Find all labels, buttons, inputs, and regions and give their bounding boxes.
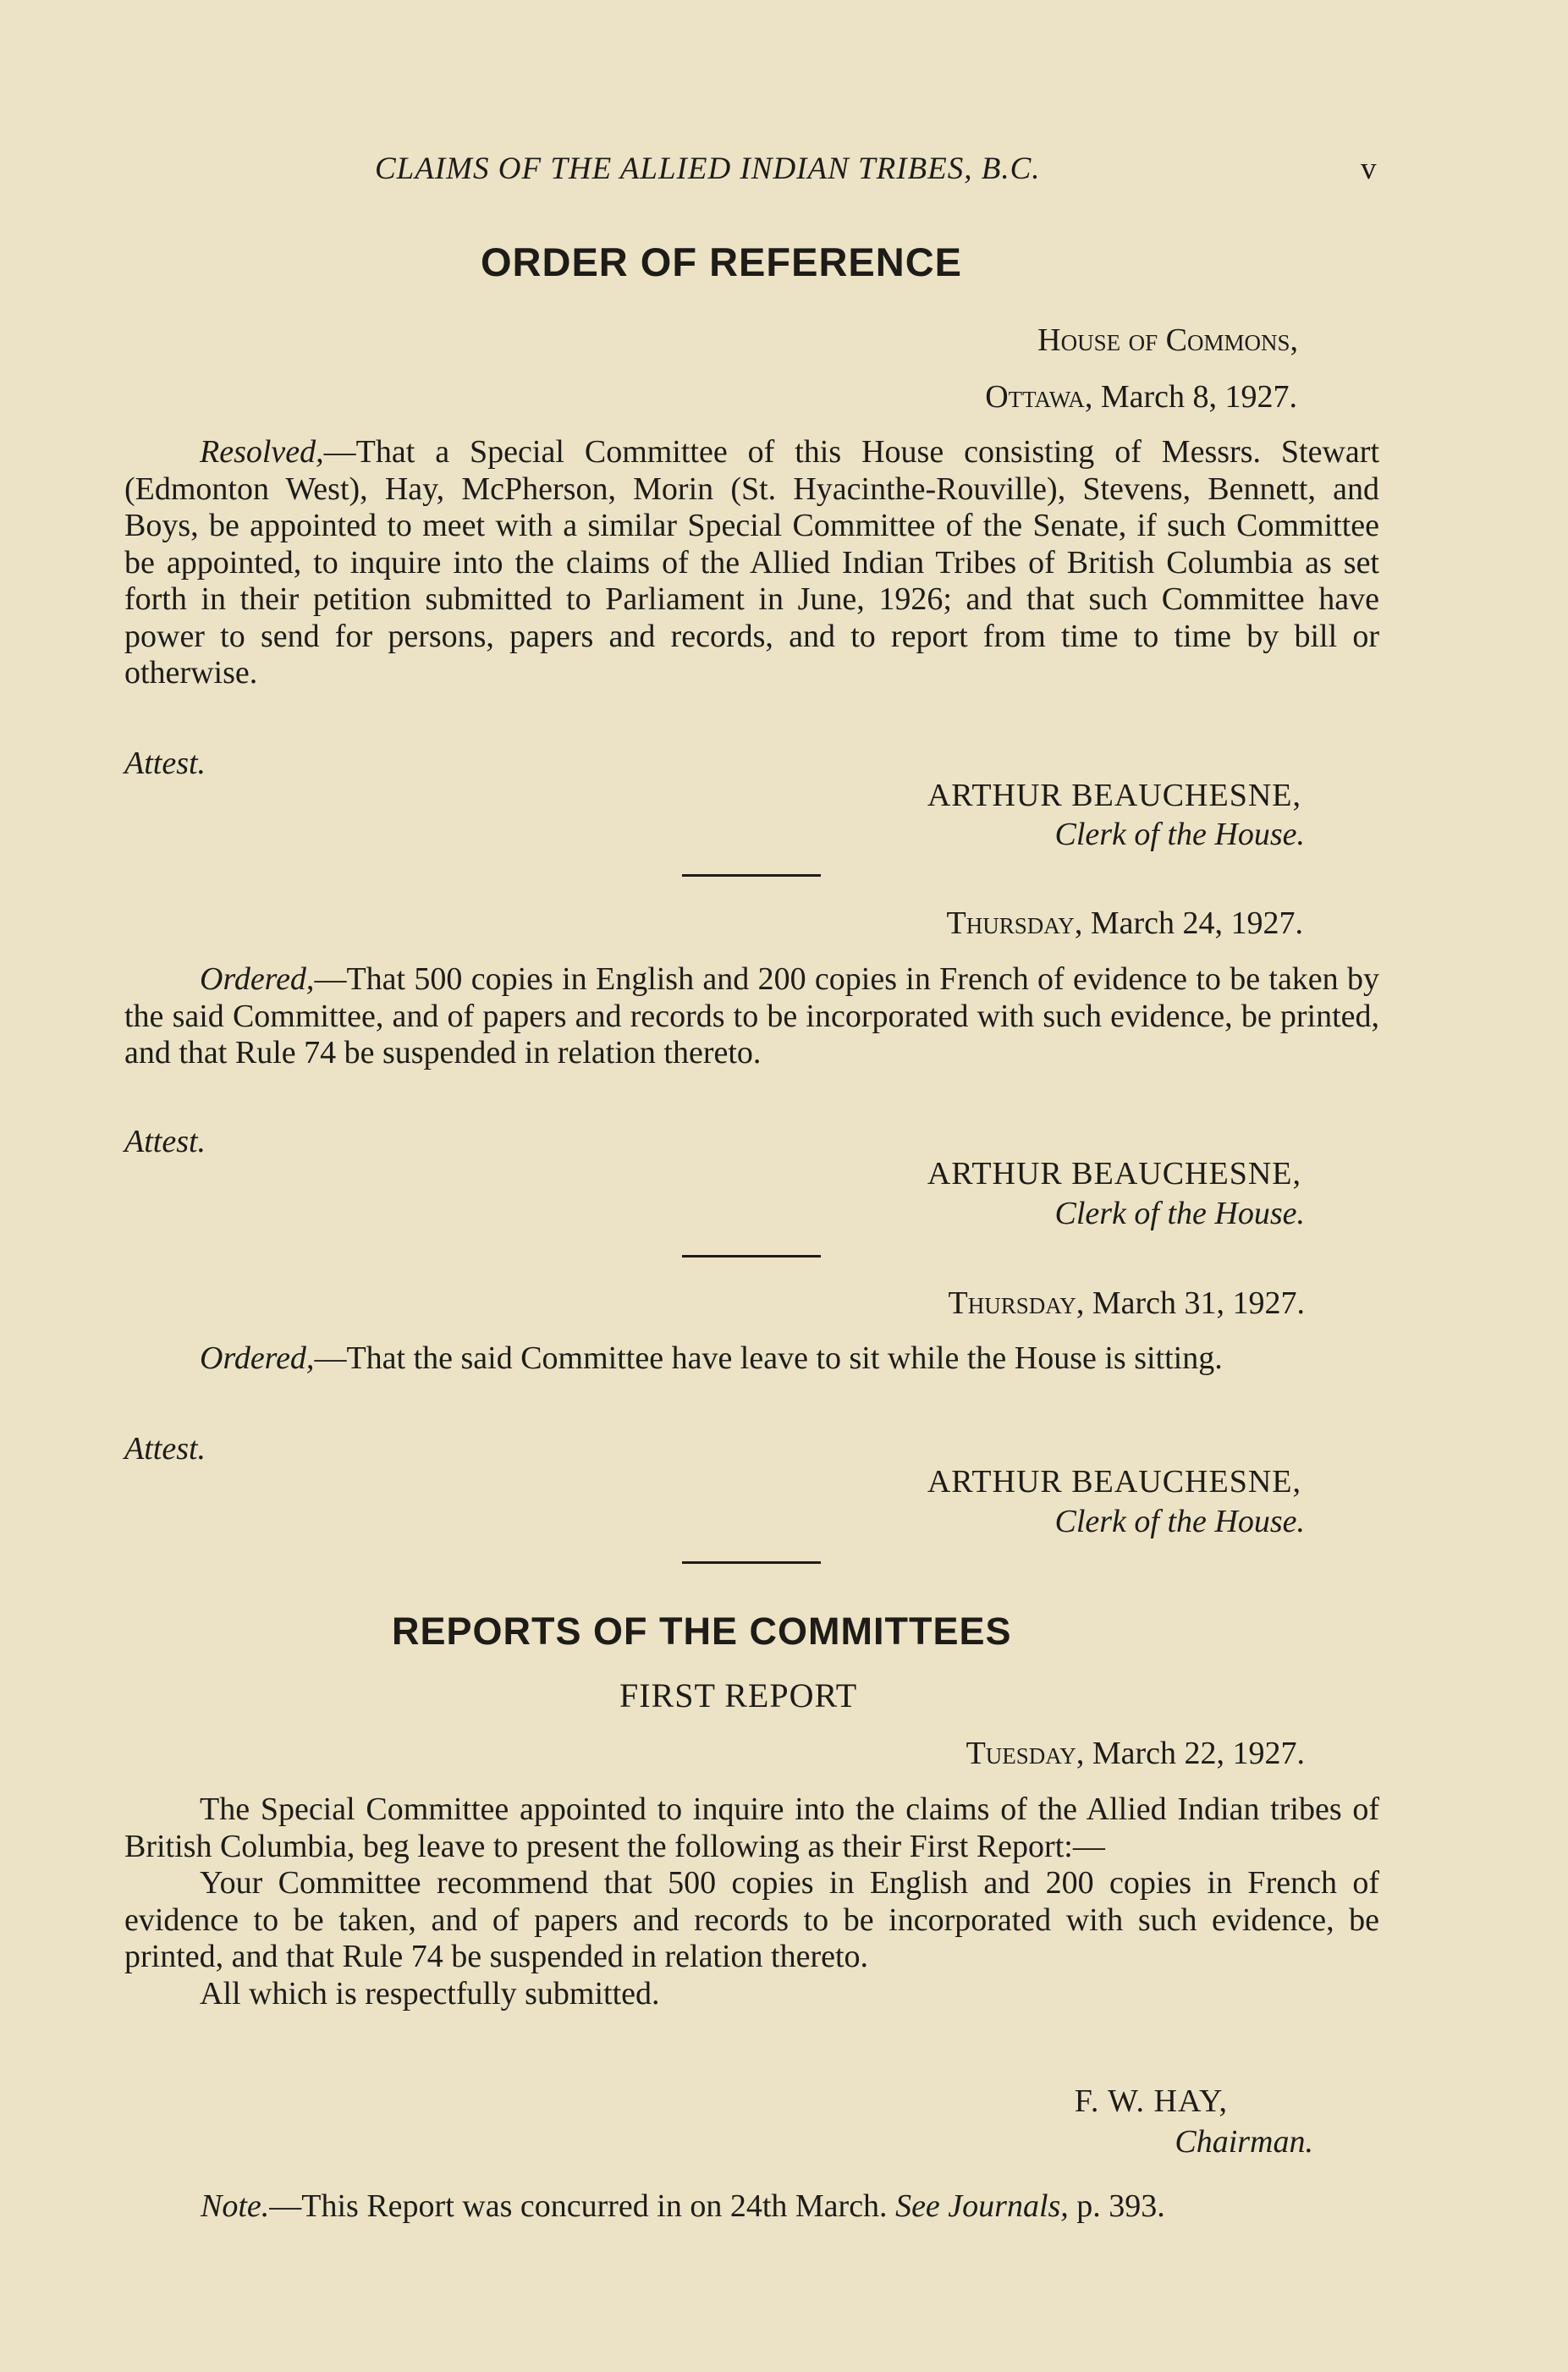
signer-name-3: ARTHUR BEAUCHESNE,: [927, 1464, 1301, 1500]
date-march-8: March 8, 1927.: [1100, 379, 1297, 415]
day-tuesday: Tuesday: [966, 1736, 1076, 1771]
attest-1: Attest.: [124, 746, 206, 781]
signer-title-1: Clerk of the House.: [1054, 817, 1305, 852]
report-body: [124, 1791, 1379, 2012]
dateline-march-22: Tuesday, March 22, 1927.: [966, 1736, 1305, 1771]
place-house-of-commons: House of Commons,: [1037, 322, 1298, 358]
report-note: [201, 2188, 1165, 2225]
signer-name-chairman: F. W. HAY,: [1074, 2083, 1228, 2119]
signer-name-2: ARTHUR BEAUCHESNE,: [927, 1156, 1301, 1192]
resolved-label: Resolved,: [200, 434, 324, 470]
section-title-order-of-reference: ORDER OF REFERENCE: [481, 239, 962, 284]
day-thursday-2: Thursday: [948, 1285, 1076, 1321]
signer-title-2: Clerk of the House.: [1054, 1196, 1305, 1231]
subsection-title-first-report: FIRST REPORT: [619, 1676, 858, 1714]
divider-rule-2: [682, 1255, 821, 1258]
ordered-text-1: —That 500 copies in English and 200 copies in French of evidence to be taken by the said Committee, and of papers and records to be incorporated with such evidence, be printed, and that Rule 74 be suspended in relation thereto.: [124, 961, 1379, 1070]
note-journal-ref: See Journals,: [895, 2188, 1069, 2224]
page-number: v: [1361, 151, 1377, 186]
report-paragraph-1: The Special Committee appointed to inquire into the claims of the Allied Indian tribes of British Columbia, beg leave to present the following as their First Report:—: [124, 1791, 1379, 1864]
resolved-text: —That a Special Committee of this House consisting of Messrs. Stewart (Edmonton West), Hay, McPherson, Morin (St. Hyacinthe-Rouville), Stevens, Bennett, and Boys, be appointed to meet with a similar Special Committee of the Senate, if such Committee be appointed, to inquire into the claims of the Allied Indian Tribes of British Columbia as set forth in their petition submitted to Parliament in June, 1926; and that such Committee have power to send for persons, papers and records, and to report from time to time by bill or otherwise.: [124, 434, 1379, 691]
ordered-text-2: —That the said Committee have leave to sit while the House is sitting.: [314, 1340, 1223, 1376]
date-march-24: March 24, 1927.: [1090, 905, 1303, 941]
section-title-reports: REPORTS OF THE COMMITTEES: [392, 1610, 1012, 1653]
divider-rule-1: [682, 874, 821, 877]
place-ottawa: Ottawa: [985, 379, 1085, 415]
order-paragraph-2: [124, 1340, 1379, 1378]
signer-name-1: ARTHUR BEAUCHESNE,: [927, 778, 1301, 813]
date-march-31: March 31, 1927.: [1092, 1285, 1305, 1321]
resolution-paragraph: [124, 434, 1379, 692]
report-paragraph-3: All which is respectfully submitted.: [200, 1975, 660, 2012]
signer-title-chairman: Chairman.: [1175, 2124, 1313, 2160]
dateline-march-31: Thursday, March 31, 1927.: [948, 1285, 1305, 1321]
divider-rule-3: [682, 1561, 821, 1564]
order-paragraph-1: [124, 961, 1379, 1072]
dateline-ottawa: Ottawa, March 8, 1927.: [985, 379, 1297, 415]
signer-title-3: Clerk of the House.: [1054, 1504, 1305, 1539]
running-header: CLAIMS OF THE ALLIED INDIAN TRIBES, B.C.: [375, 151, 1041, 186]
day-thursday-1: Thursday: [946, 905, 1075, 941]
ordered-label-2: Ordered,: [200, 1340, 315, 1376]
ordered-label-1: Ordered,: [200, 961, 315, 997]
dateline-march-24: Thursday, March 24, 1927.: [946, 905, 1303, 941]
report-paragraph-2: Your Committee recommend that 500 copies in English and 200 copies in French of evidence to be taken, and of papers and records to be incorporated with such evidence, be printed, and that Rule 74 be suspended in relation thereto.: [124, 1865, 1379, 1974]
attest-3: Attest.: [124, 1431, 206, 1467]
note-page-ref: p. 393.: [1076, 2188, 1165, 2224]
note-text: —This Report was concurred in on 24th March.: [269, 2188, 888, 2224]
note-label: Note.: [201, 2188, 270, 2224]
date-march-22: March 22, 1927.: [1092, 1736, 1305, 1771]
attest-2: Attest.: [124, 1124, 206, 1159]
